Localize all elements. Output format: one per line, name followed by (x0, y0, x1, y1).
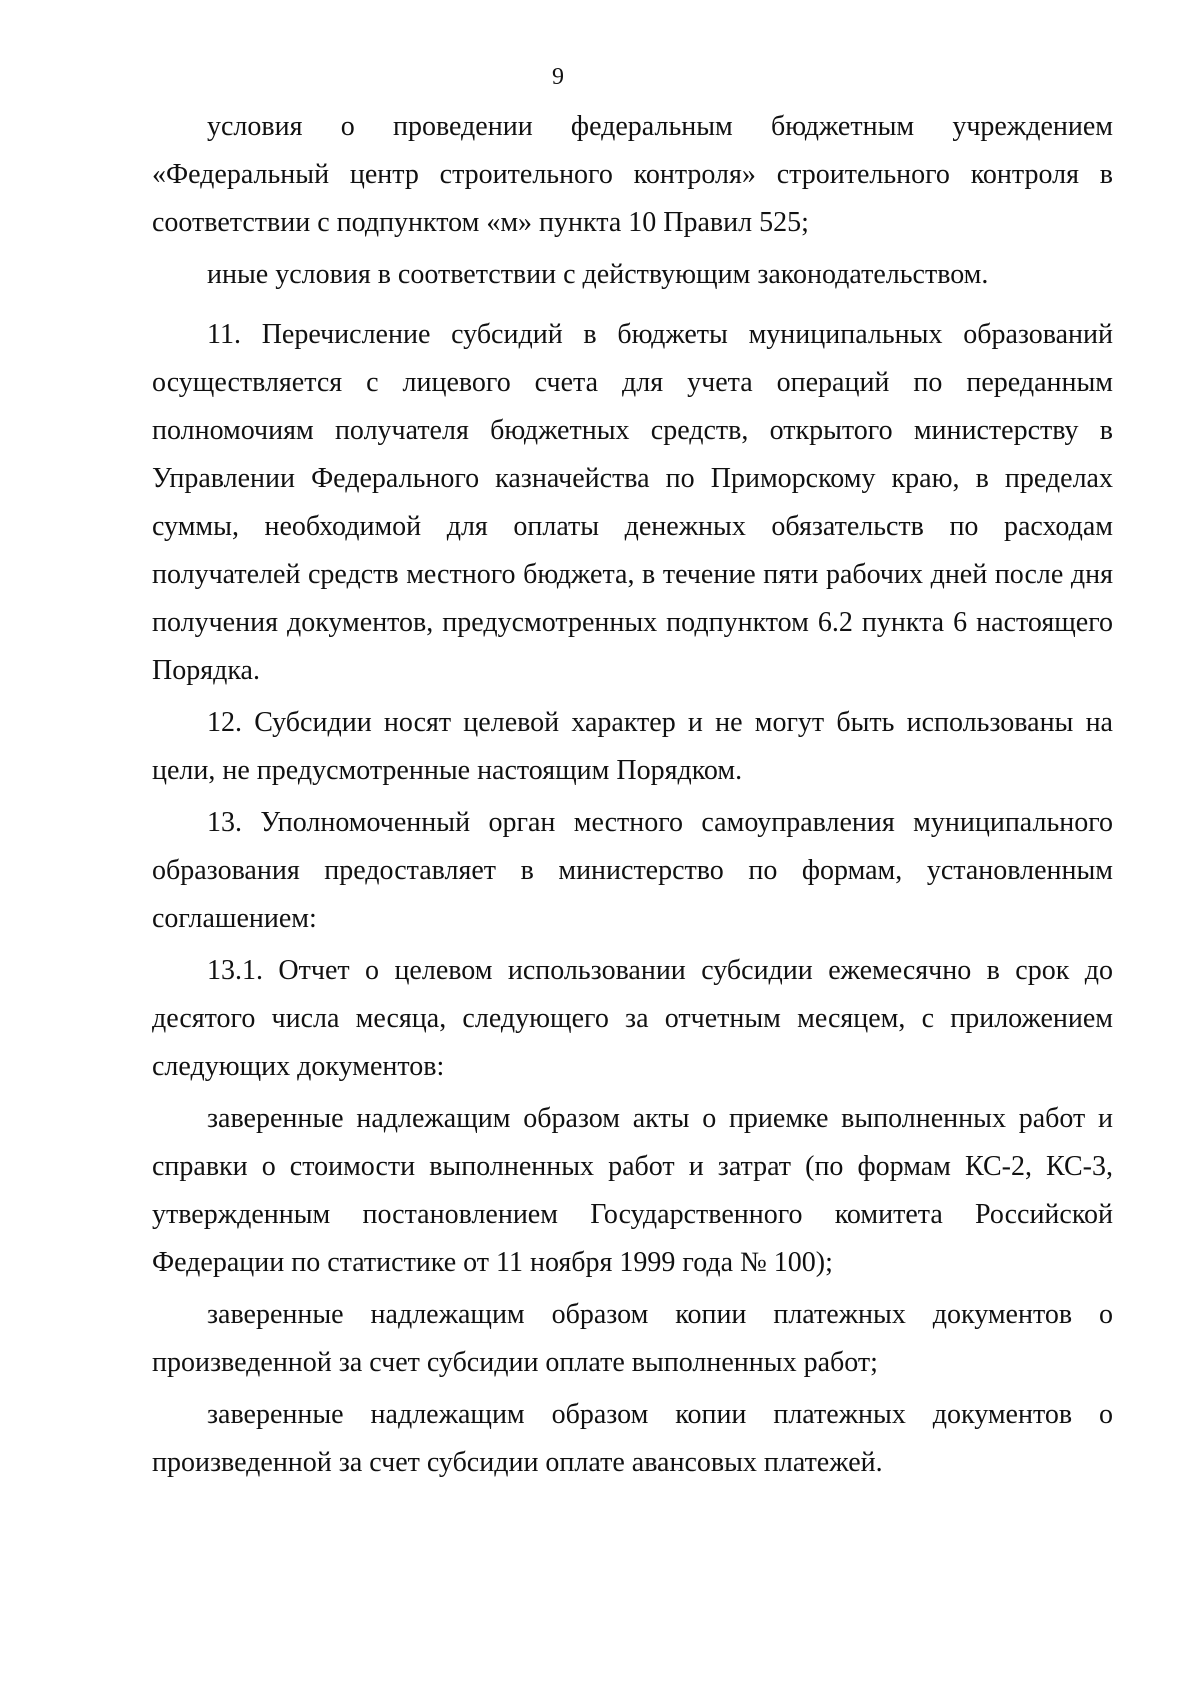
document-body (152, 103, 1113, 1487)
paragraph-12-targeted-subsidies: 12. Субсидии носят целевой характер и не могут быть использованы на цели, не предусмотренные настоящим Порядком. (152, 707, 1113, 786)
paragraph-other-conditions: иные условия в соответствии с действующим законодательством. (207, 259, 989, 290)
page-number: 9 (552, 64, 564, 90)
paragraph-13-1-monthly-report: 13.1. Отчет о целевом использовании субсидии ежемесячно в срок до десятого числа месяца, следующего за отчетным месяцем, с приложением следующих документов: (152, 955, 1113, 1082)
paragraph-13-reporting-body: 13. Уполномоченный орган местного самоуправления муниципального образования предоставляет в министерство по формам, установленным соглашением: (152, 807, 1113, 934)
paragraph-payment-docs-advance: заверенные надлежащим образом копии платежных документов о произведенной за счет субсидии оплате авансовых платежей. (152, 1399, 1113, 1478)
paragraph-11-subsidy-transfer: 11. Перечисление субсидий в бюджеты муниципальных образований осуществляется с лицевого счета для учета операций по переданным полномочиям получателя бюджетных средств, открытого министерству в Управлении Федерального казначейства по Приморскому краю, в пределах суммы, необходимой для оплаты денежных обязательств по расходам получателей средств местного бюджета, в течение пяти рабочих дней после дня получения документов, предусмотренных подпунктом 6.2 пункта 6 настоящего Порядка. (152, 319, 1113, 686)
paragraph-payment-docs-work: заверенные надлежащим образом копии платежных документов о произведенной за счет субсидии оплате выполненных работ; (152, 1299, 1113, 1378)
paragraph-acceptance-acts: заверенные надлежащим образом акты о приемке выполненных работ и справки о стоимости выполненных работ и затрат (по формам КС-2, КС-3, утвержденным постановлением Государственного комитета Российской Федерации по статистике от 11 ноября 1999 года № 100); (152, 1103, 1113, 1278)
paragraph-conditions-construction-control: условия о проведении федеральным бюджетным учреждением «Федеральный центр строительного контроля» строительного контроля в соответствии с подпунктом «м» пункта 10 Правил 525; (152, 111, 1113, 238)
